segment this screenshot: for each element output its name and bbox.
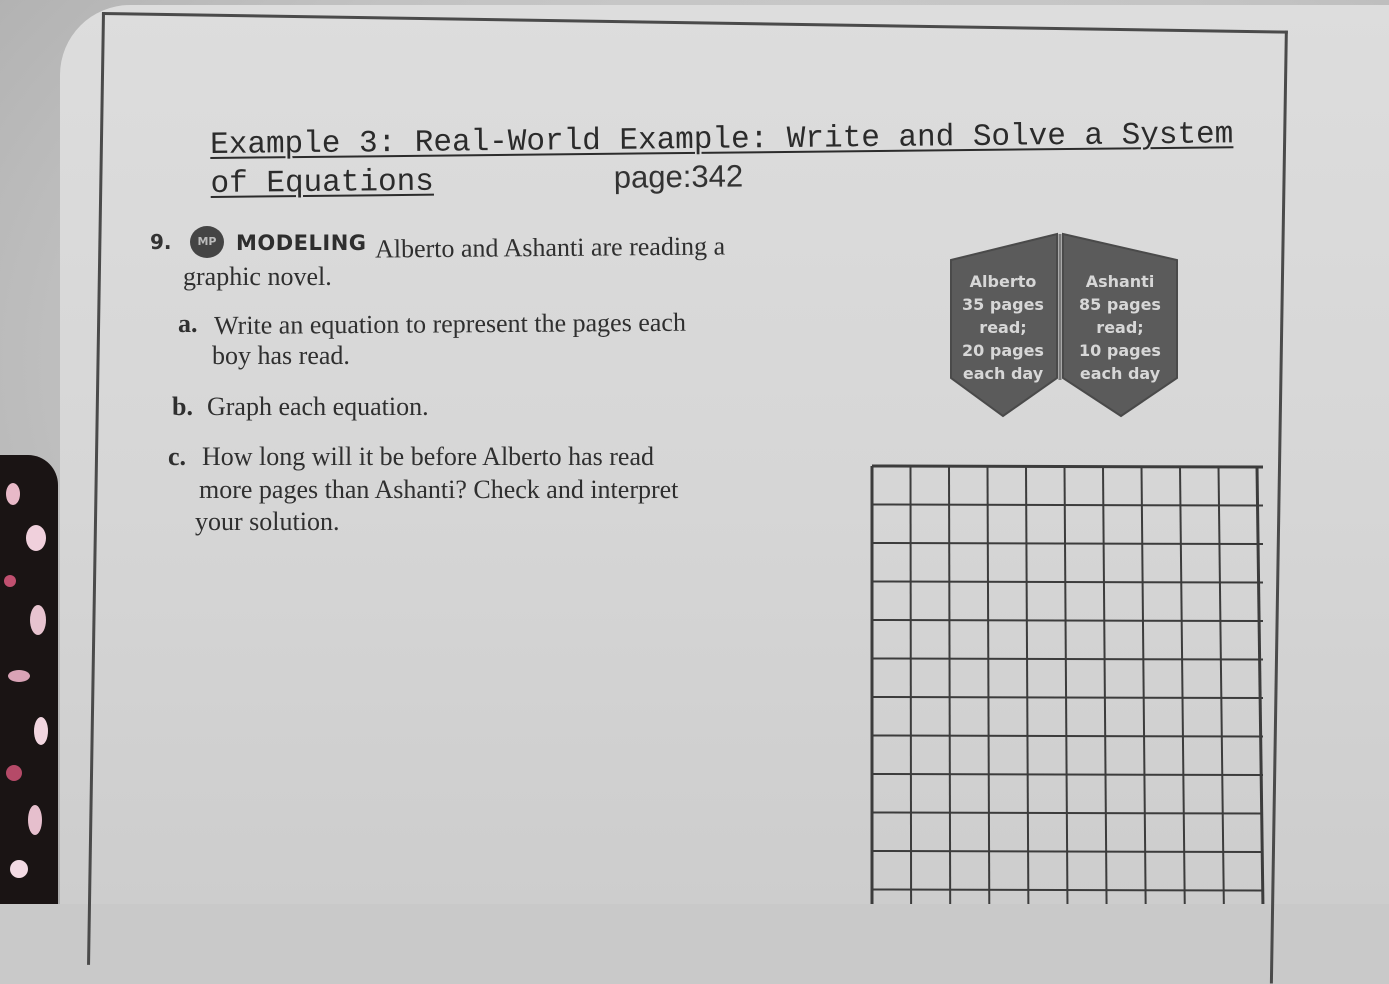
grid-horizontal-line [872, 851, 1263, 852]
problem-intro-line-2: graphic novel. [183, 262, 332, 291]
alberto-name: Alberto [969, 272, 1037, 291]
grid-vertical-line [1103, 466, 1107, 904]
grid-horizontal-line [872, 582, 1263, 583]
ashanti-pages-per-day: 10 pages [1079, 341, 1161, 360]
grid-horizontal-line [872, 890, 1263, 891]
title-line-1: Example 3: Real-World Example: Write and Solve a System [210, 117, 1234, 163]
problem-number: 9. [150, 230, 172, 254]
grid-horizontal-line [872, 697, 1263, 698]
grid-horizontal-line [872, 543, 1263, 544]
ashanti-each-day: each day [1079, 364, 1161, 383]
alberto-pages-per-day: 20 pages [962, 341, 1044, 360]
part-c-letter: c. [168, 442, 187, 471]
grid-horizontal-line [872, 620, 1263, 621]
graph-grid [868, 462, 1298, 904]
ashanti-read-label: read; [1096, 318, 1144, 337]
book-label-alberto [948, 270, 1058, 385]
grid-vertical-line [1257, 466, 1263, 904]
ashanti-name: Ashanti [1085, 272, 1155, 291]
title-line-2-text: of Equations [210, 164, 435, 202]
grid-vertical-line [1065, 466, 1068, 904]
fabric-edge [0, 455, 58, 904]
worksheet-title [210, 117, 1234, 203]
grid-horizontal-line [872, 505, 1263, 506]
grid-vertical-line [988, 466, 990, 904]
part-c-line-3: your solution. [195, 507, 340, 536]
part-c-line-1: How long will it be before Alberto has read [202, 442, 654, 471]
problem-intro-line-1: Alberto and Ashanti are reading a [374, 231, 726, 264]
part-a-letter: a. [178, 309, 198, 338]
grid-vertical-line [949, 466, 950, 904]
mathematical-practice-icon: MP [190, 226, 224, 258]
grid-vertical-line [1026, 466, 1028, 904]
grid-vertical-line [1180, 466, 1185, 904]
part-c-line-2: more pages than Ashanti? Check and interpret [199, 475, 679, 504]
part-a-line-2: boy has read. [212, 341, 350, 370]
graph-grid-lines [868, 462, 1298, 904]
alberto-read-label: read; [979, 318, 1027, 337]
grid-horizontal-line [872, 813, 1263, 814]
grid-vertical-line [1142, 466, 1146, 904]
part-a-line-1: Write an equation to represent the pages each [214, 307, 686, 340]
ashanti-pages-read: 85 pages [1079, 295, 1161, 314]
part-b-letter: b. [172, 392, 193, 421]
grid-vertical-line [1219, 466, 1224, 904]
book-pictogram [945, 228, 1190, 423]
page-reference: page:342 [613, 158, 744, 195]
alberto-each-day: each day [962, 364, 1044, 383]
grid-vertical-line [911, 466, 912, 904]
alberto-pages-read: 35 pages [962, 295, 1044, 314]
grid-horizontal-line [872, 659, 1263, 660]
grid-horizontal-line [872, 736, 1263, 737]
modeling-tag: MODELING [236, 231, 367, 255]
part-b-line-1: Graph each equation. [207, 392, 429, 421]
grid-horizontal-line [872, 466, 1263, 467]
book-label-ashanti [1065, 270, 1175, 385]
grid-horizontal-line [872, 774, 1263, 775]
